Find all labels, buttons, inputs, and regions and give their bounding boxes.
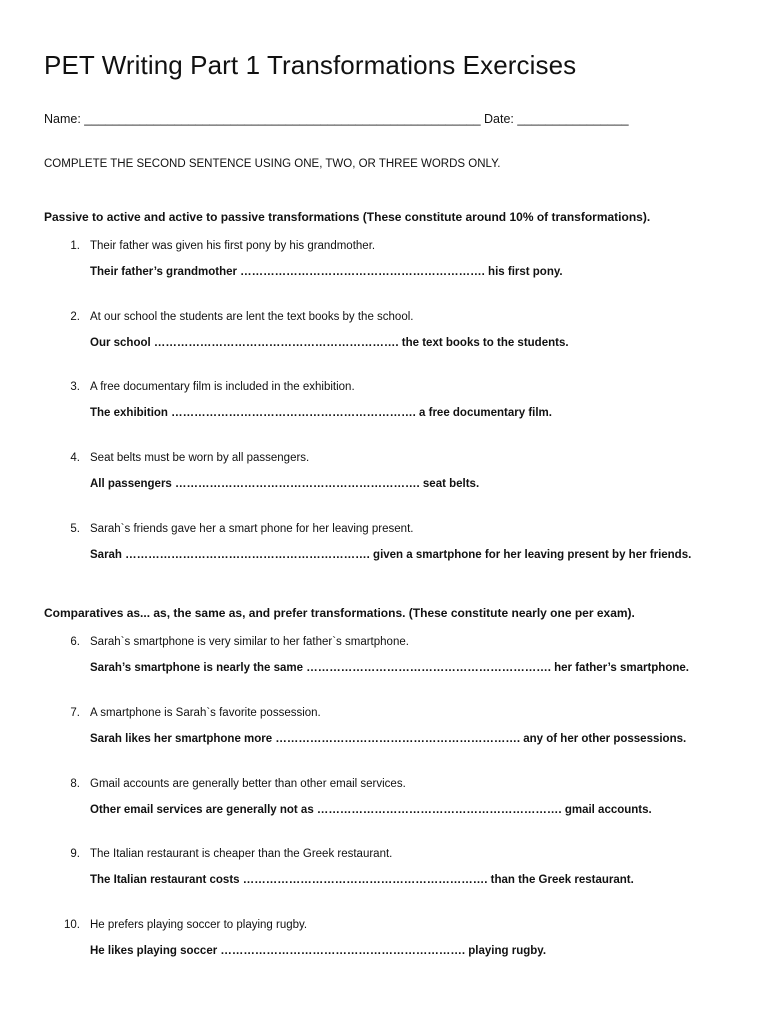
item-prompt: At our school the students are lent the text books by the school. bbox=[90, 311, 414, 323]
item-answer-line: Other email services are generally not as ………………………………………………………. gmail accounts. bbox=[90, 804, 652, 816]
exercise-item bbox=[0, 707, 768, 763]
item-answer-line: The Italian restaurant costs ………………………………………………………. than the Greek restaurant. bbox=[90, 874, 634, 886]
item-prompt: Seat belts must be worn by all passengers. bbox=[90, 452, 310, 464]
item-answer-line: He likes playing soccer ………………………………………………………. playing rugby. bbox=[90, 945, 547, 957]
item-prompt: A smartphone is Sarah`s favorite possession. bbox=[90, 707, 321, 719]
item-number: 10. bbox=[64, 919, 80, 931]
item-prompt: Gmail accounts are generally better than other email services. bbox=[90, 778, 406, 790]
section-heading-comparatives: Comparatives as... as, the same as, and prefer transformations. (These constitute nearly one per exam). bbox=[44, 606, 635, 620]
item-number: 2. bbox=[70, 311, 80, 323]
item-prompt: Sarah`s friends gave her a smart phone for her leaving present. bbox=[90, 523, 414, 535]
item-number: 9. bbox=[70, 848, 80, 860]
item-answer-line: All passengers ………………………………………………………. seat belts. bbox=[90, 478, 480, 490]
exercise-item bbox=[0, 778, 768, 834]
item-answer-line: Sarah ………………………………………………………. given a smartphone for her leaving present by her friends. bbox=[90, 549, 692, 561]
item-number: 3. bbox=[70, 381, 80, 393]
exercise-item bbox=[0, 919, 768, 975]
section-heading-passive-active: Passive to active and active to passive transformations (These constitute around 10% of transformations). bbox=[44, 210, 651, 224]
item-number: 7. bbox=[70, 707, 80, 719]
item-answer-line: The exhibition ………………………………………………………. a free documentary film. bbox=[90, 407, 552, 419]
item-number: 5. bbox=[70, 523, 80, 535]
item-answer-line: Sarah’s smartphone is nearly the same ………………………………………………………. her father’s smartphone. bbox=[90, 662, 689, 674]
exercise-item bbox=[0, 636, 768, 692]
item-prompt: Sarah`s smartphone is very similar to her father`s smartphone. bbox=[90, 636, 409, 648]
exercise-item bbox=[0, 381, 768, 437]
item-answer-line: Sarah likes her smartphone more ………………………………………………………. any of her other possessions. bbox=[90, 733, 687, 745]
exercise-item bbox=[0, 523, 768, 579]
item-number: 6. bbox=[70, 636, 80, 648]
instructions: COMPLETE THE SECOND SENTENCE USING ONE, TWO, OR THREE WORDS ONLY. bbox=[44, 158, 501, 170]
exercise-item bbox=[0, 311, 768, 367]
exercise-item bbox=[0, 848, 768, 904]
item-prompt: Their father was given his first pony by his grandmother. bbox=[90, 240, 376, 252]
item-number: 1. bbox=[70, 240, 80, 252]
item-number: 8. bbox=[70, 778, 80, 790]
item-number: 4. bbox=[70, 452, 80, 464]
item-prompt: The Italian restaurant is cheaper than the Greek restaurant. bbox=[90, 848, 393, 860]
item-prompt: A free documentary film is included in the exhibition. bbox=[90, 381, 355, 393]
item-answer-line: Our school ………………………………………………………. the text books to the students. bbox=[90, 337, 569, 349]
item-prompt: He prefers playing soccer to playing rugby. bbox=[90, 919, 308, 931]
name-date-line: Name: _________________________________________________________ Date: ________________ bbox=[44, 112, 629, 126]
exercise-item bbox=[0, 240, 768, 296]
page-title: PET Writing Part 1 Transformations Exercises bbox=[44, 50, 577, 80]
exercise-item bbox=[0, 452, 768, 508]
item-answer-line: Their father’s grandmother ………………………………………………………. his first pony. bbox=[90, 266, 563, 278]
